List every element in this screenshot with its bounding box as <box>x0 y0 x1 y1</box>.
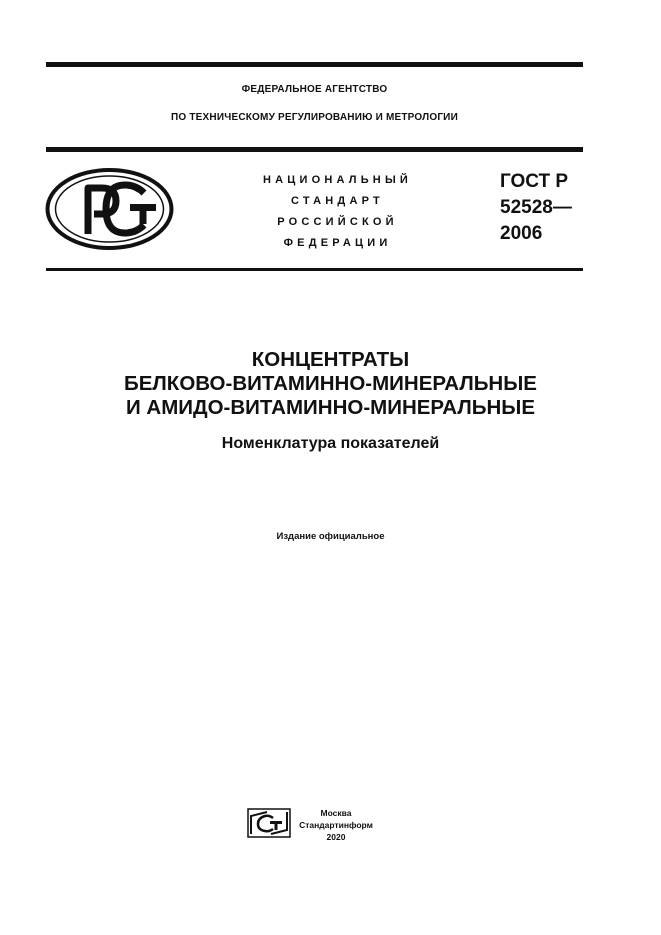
publisher-imprint <box>296 807 376 843</box>
standard-type-line: ФЕДЕРАЦИИ <box>283 237 392 249</box>
standard-type-line: СТАНДАРТ <box>291 195 384 207</box>
top-rule <box>46 62 583 67</box>
publisher-city: Москва <box>320 808 352 818</box>
middle-rule <box>46 147 583 152</box>
document-subtitle: Номенклатура показателей <box>221 435 440 452</box>
bottom-rule <box>46 268 583 271</box>
document-title <box>46 348 615 454</box>
pct-emblem-icon <box>44 166 175 252</box>
gost-line-3: 2006 <box>500 223 543 244</box>
agency-line-1: ФЕДЕРАЛЬНОЕ АГЕНТСТВО <box>241 84 388 95</box>
gost-designation <box>500 170 572 248</box>
standard-type-line: НАЦИОНАЛЬНЫЙ <box>262 174 413 186</box>
standard-type-line: РОССИЙСКОЙ <box>277 216 398 228</box>
title-line-2: БЕЛКОВО-ВИТАМИННО-МИНЕРАЛЬНЫЕ <box>124 372 537 395</box>
standard-type <box>230 170 445 254</box>
publisher-year: 2020 <box>326 832 346 842</box>
standartinform-logo-icon <box>247 808 291 838</box>
agency-line-2: ПО ТЕХНИЧЕСКОМУ РЕГУЛИРОВАНИЮ И МЕТРОЛОГИИ <box>171 112 458 123</box>
title-line-1: КОНЦЕНТРАТЫ <box>251 348 410 371</box>
gost-line-2: 52528— <box>500 197 572 218</box>
publisher-name: Стандартинформ <box>299 820 373 830</box>
gost-line-1: ГОСТ Р <box>500 171 569 192</box>
title-line-3: И АМИДО-ВИТАМИННО-МИНЕРАЛЬНЫЕ <box>125 396 536 419</box>
edition-label: Издание официальное <box>276 531 385 542</box>
